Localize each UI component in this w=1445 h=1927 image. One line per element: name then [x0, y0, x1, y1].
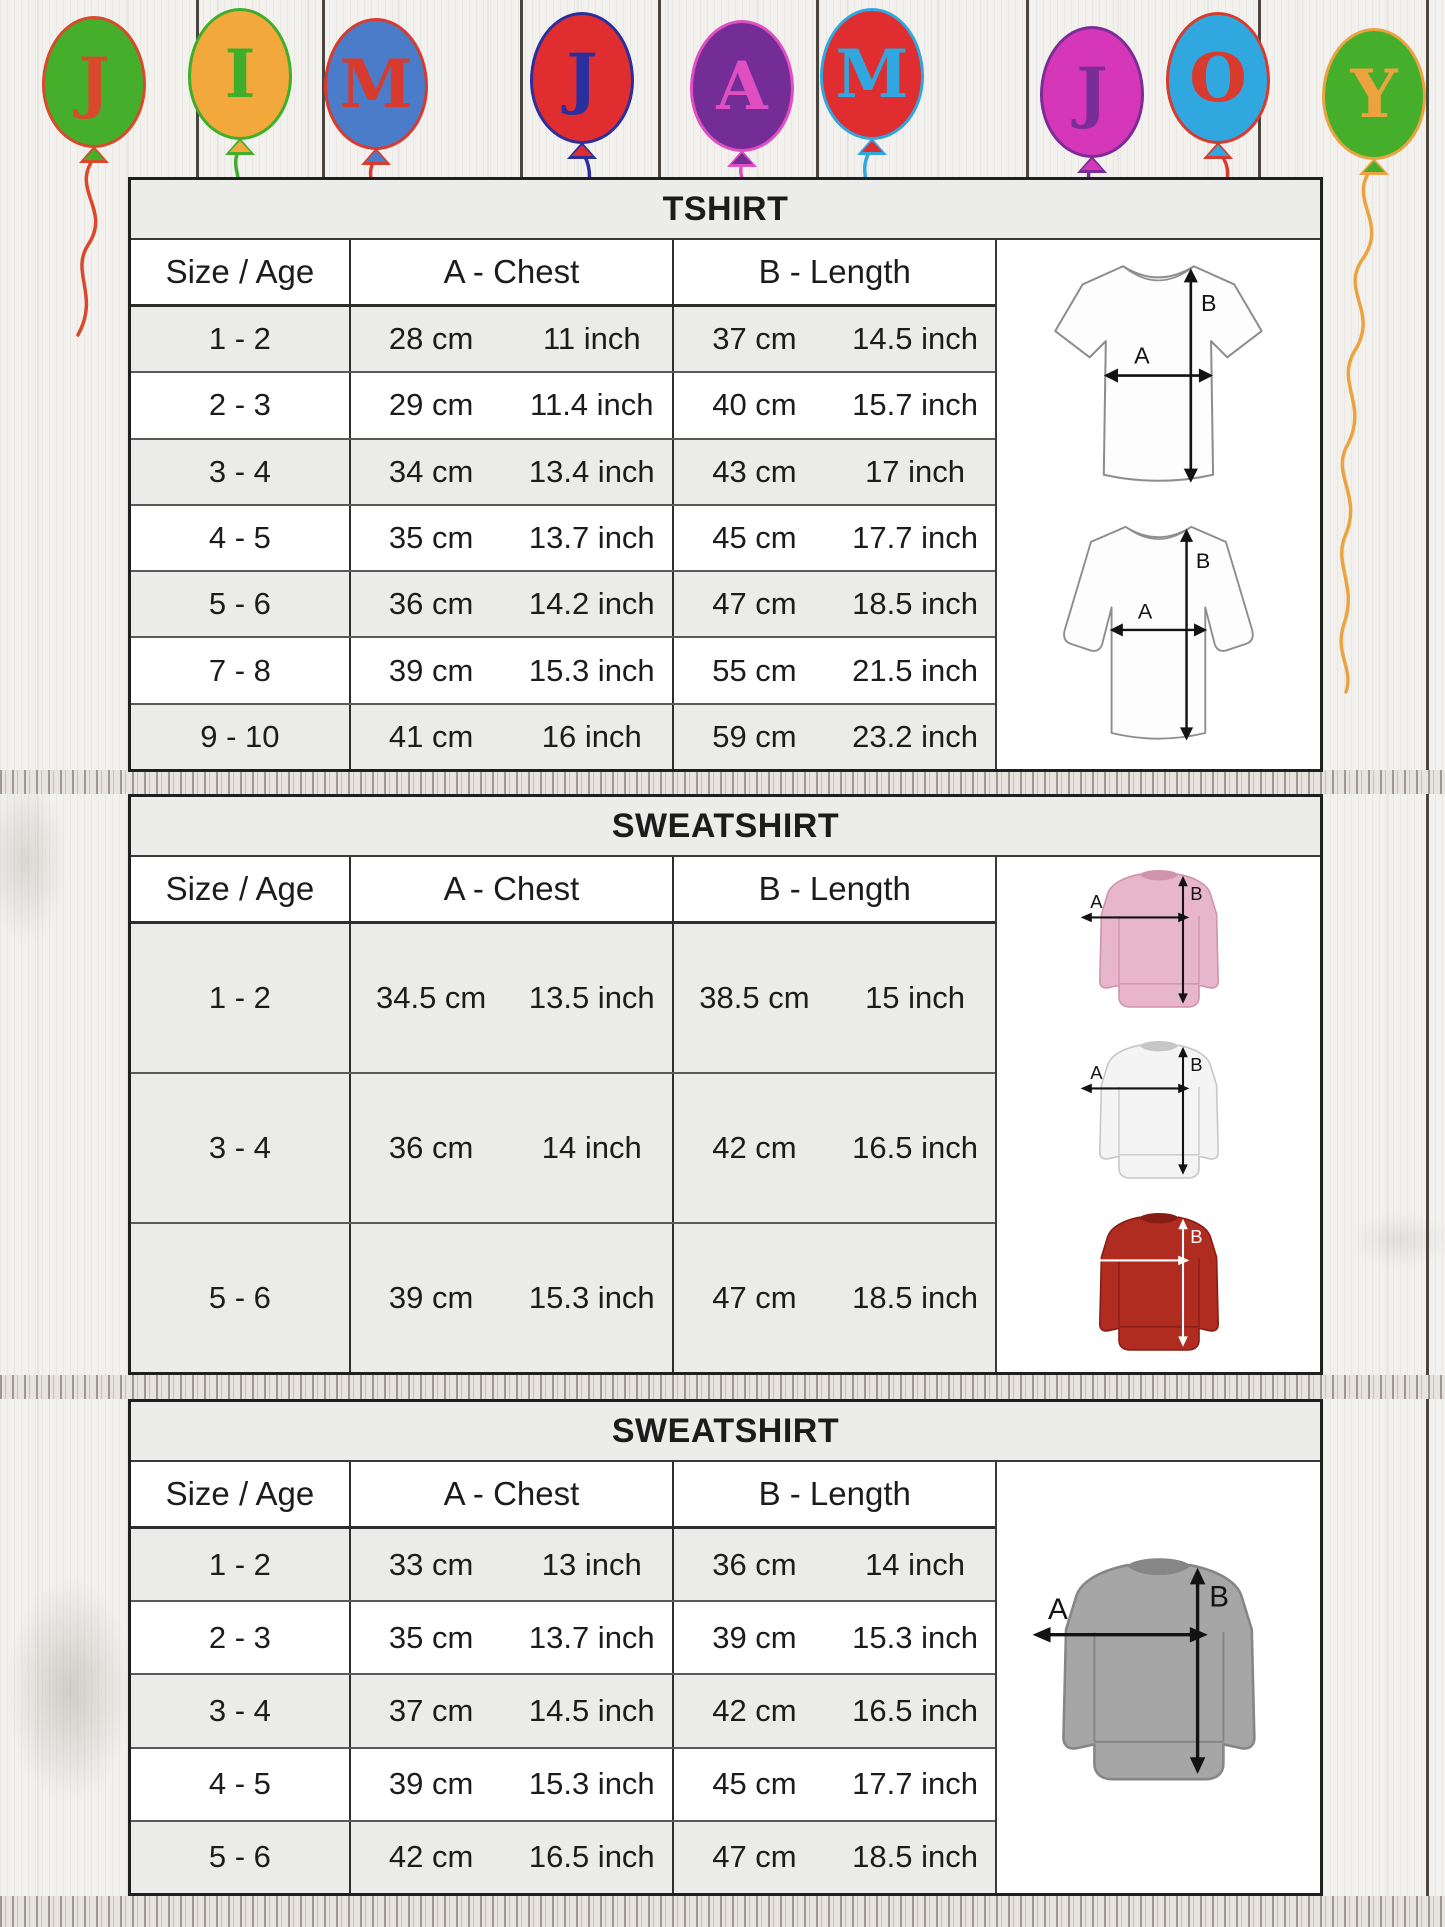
length-cell	[672, 705, 995, 769]
logo-balloon-m2	[820, 8, 924, 140]
short-sleeve-tshirt-diagram	[1037, 246, 1280, 499]
table-body	[131, 240, 1320, 769]
red-sweatshirt-photo	[1071, 1206, 1247, 1366]
long-sleeve-tshirt-diagram	[1046, 510, 1271, 763]
chest-inch-value: 13 inch	[541, 1546, 642, 1582]
chest-cell	[349, 1749, 672, 1820]
chest-cm-value: 41 cm	[388, 718, 474, 754]
size-row	[131, 703, 995, 769]
size-row	[131, 1747, 995, 1820]
chest-cm-value: 28 cm	[388, 321, 474, 357]
length-inch-value: 16.5 inch	[852, 1130, 978, 1165]
chest-cm-value: 39 cm	[388, 1280, 474, 1315]
table-rows	[131, 307, 995, 769]
chest-cell	[349, 1602, 672, 1673]
length-inch-value: 15.3 inch	[852, 1619, 978, 1655]
sweatshirt-size-table-1	[128, 794, 1323, 1375]
pink-sweatshirt-photo	[1071, 863, 1247, 1023]
length-inch-value: 15 inch	[865, 980, 966, 1015]
size-age-cell: 5 - 6	[208, 1839, 271, 1875]
table-body	[131, 1462, 1320, 1893]
chest-inch-value: 14.5 inch	[528, 1693, 655, 1728]
chest-cell	[349, 1224, 672, 1372]
chest-cell	[349, 506, 672, 570]
chest-inch-value: 16 inch	[541, 718, 642, 754]
chest-cm-value: 35 cm	[388, 519, 474, 555]
size-age-header: Size / Age	[165, 253, 315, 290]
size-age-cell: 5 - 6	[208, 586, 271, 622]
chest-header: A - Chest	[349, 857, 672, 921]
length-cell	[672, 1602, 995, 1673]
length-cm-value: 47 cm	[712, 1280, 797, 1315]
chest-cell	[349, 373, 672, 437]
length-inch-value: 17.7 inch	[852, 519, 978, 555]
length-cell	[672, 1749, 995, 1820]
string	[78, 158, 96, 335]
logo-balloon-o	[1166, 12, 1270, 144]
length-cell	[672, 1529, 995, 1600]
balloon-letter: I	[224, 35, 256, 113]
table-title: TSHIRT	[131, 180, 1320, 240]
length-cell	[672, 307, 995, 371]
size-age-cell: 2 - 3	[208, 1619, 271, 1655]
balloon-shape	[42, 16, 146, 148]
chest-cm-value: 39 cm	[388, 1766, 474, 1802]
size-age-cell: 9 - 10	[200, 718, 280, 754]
balloon-shape	[188, 8, 292, 140]
chest-header: A - Chest	[349, 1462, 672, 1526]
tshirt-diagram-column	[995, 240, 1320, 769]
size-row	[131, 504, 995, 570]
length-inch-value: 16.5 inch	[852, 1693, 978, 1728]
length-inch-value: 18.5 inch	[852, 586, 978, 622]
logo-balloon-y	[1322, 28, 1426, 160]
length-cm-value: 37 cm	[712, 321, 797, 357]
logo-balloon-j1	[42, 16, 146, 148]
table-header-row	[131, 240, 995, 307]
size-row	[131, 636, 995, 702]
string	[1341, 168, 1372, 692]
size-row	[131, 1820, 995, 1893]
logo-balloon-a	[690, 20, 794, 152]
chest-cm-value: 34 cm	[388, 453, 474, 489]
sweatshirt-size-table-2	[128, 1399, 1323, 1896]
chest-cm-value: 37 cm	[388, 1693, 474, 1728]
length-inch-value: 17 inch	[865, 453, 966, 489]
length-cm-value: 55 cm	[712, 652, 797, 688]
logo-balloon-j3	[1040, 26, 1144, 158]
chest-inch-value: 16.5 inch	[528, 1839, 655, 1875]
length-inch-value: 15.7 inch	[852, 387, 978, 423]
size-row	[131, 1673, 995, 1746]
size-row	[131, 438, 995, 504]
logo-balloon-m1	[324, 18, 428, 150]
balloon-shape	[1322, 28, 1426, 160]
chest-inch-value: 14.2 inch	[528, 586, 655, 622]
chest-cm-value: 42 cm	[388, 1839, 474, 1875]
balloon-shape	[324, 18, 428, 150]
chest-cell	[349, 924, 672, 1072]
white-sweatshirt-photo	[1071, 1034, 1247, 1194]
table-rows	[131, 924, 995, 1372]
gray-sweatshirt-photo	[1017, 1547, 1301, 1805]
sweatshirt-photo-column	[995, 857, 1320, 1372]
balloon-letter: A	[716, 47, 768, 125]
chest-cm-value: 34.5 cm	[375, 980, 487, 1015]
length-cell	[672, 572, 995, 636]
length-cm-value: 47 cm	[712, 586, 797, 622]
size-age-cell: 3 - 4	[208, 453, 271, 489]
length-inch-value: 21.5 inch	[852, 652, 978, 688]
size-row	[131, 371, 995, 437]
balloon-shape	[1040, 26, 1144, 158]
chest-header: A - Chest	[349, 240, 672, 304]
length-cm-value: 42 cm	[712, 1130, 797, 1165]
chest-cell	[349, 1675, 672, 1746]
balloon-letter: J	[78, 43, 110, 121]
size-row	[131, 570, 995, 636]
balloon-letter: M	[339, 45, 413, 123]
table-title: SWEATSHIRT	[131, 1402, 1320, 1462]
size-age-cell: 3 - 4	[208, 1130, 271, 1165]
length-cell	[672, 373, 995, 437]
size-row	[131, 1529, 995, 1600]
chest-cm-value: 35 cm	[388, 1619, 474, 1655]
balloon-shape	[820, 8, 924, 140]
length-inch-value: 18.5 inch	[852, 1839, 978, 1875]
chest-inch-value: 13.5 inch	[528, 980, 655, 1015]
length-cm-value: 43 cm	[712, 453, 797, 489]
length-header: B - Length	[672, 240, 995, 304]
size-age-cell: 1 - 2	[208, 980, 271, 1015]
chest-inch-value: 14 inch	[541, 1130, 642, 1165]
length-cell	[672, 506, 995, 570]
balloon-letter: O	[1189, 39, 1247, 117]
wood-batten	[0, 1896, 1445, 1927]
balloon-letter: J	[1076, 53, 1108, 131]
table-body	[131, 857, 1320, 1372]
chest-cm-value: 36 cm	[388, 586, 474, 622]
length-inch-value: 23.2 inch	[852, 718, 978, 754]
chest-inch-value: 13.7 inch	[528, 519, 655, 555]
table-header-row	[131, 857, 995, 924]
length-cell	[672, 1675, 995, 1746]
logo-balloon-j2	[530, 12, 634, 144]
size-age-cell: 4 - 5	[208, 1766, 271, 1802]
balloon-letter: M	[835, 35, 909, 113]
chest-inch-value: 13.7 inch	[528, 1619, 655, 1655]
wood-batten	[0, 770, 1445, 794]
length-inch-value: 14 inch	[865, 1546, 966, 1582]
size-row	[131, 1600, 995, 1673]
balloon-letter: J	[566, 39, 598, 117]
chest-cell	[349, 440, 672, 504]
length-inch-value: 18.5 inch	[852, 1280, 978, 1315]
chest-inch-value: 13.4 inch	[528, 453, 655, 489]
length-cm-value: 40 cm	[712, 387, 797, 423]
balloon-shape	[690, 20, 794, 152]
table-columns	[131, 1462, 995, 1893]
size-age-cell: 3 - 4	[208, 1693, 271, 1728]
length-inch-value: 17.7 inch	[852, 1766, 978, 1802]
length-cell	[672, 638, 995, 702]
chest-cell	[349, 572, 672, 636]
size-age-cell: 1 - 2	[208, 321, 271, 357]
wood-batten	[0, 1375, 1445, 1399]
table-columns	[131, 857, 995, 1372]
chest-cell	[349, 307, 672, 371]
size-age-cell: 4 - 5	[208, 519, 271, 555]
length-cm-value: 39 cm	[712, 1619, 797, 1655]
size-age-cell: 7 - 8	[208, 652, 271, 688]
length-cell	[672, 924, 995, 1072]
length-header: B - Length	[672, 1462, 995, 1526]
length-inch-value: 14.5 inch	[852, 321, 978, 357]
table-columns	[131, 240, 995, 769]
sweatshirt-photo-column	[995, 1462, 1320, 1893]
balloon-shape	[530, 12, 634, 144]
chest-cell	[349, 705, 672, 769]
table-header-row	[131, 1462, 995, 1529]
size-age-header: Size / Age	[165, 1475, 315, 1512]
table-rows	[131, 1529, 995, 1893]
table-title: SWEATSHIRT	[131, 797, 1320, 857]
length-cm-value: 38.5 cm	[699, 980, 810, 1015]
balloon-letter: Y	[1350, 55, 1398, 133]
chest-inch-value: 11.4 inch	[530, 387, 654, 423]
size-row	[131, 1072, 995, 1222]
chest-inch-value: 11 inch	[542, 321, 641, 357]
length-cm-value: 59 cm	[712, 718, 797, 754]
size-age-header: Size / Age	[165, 870, 315, 907]
length-cm-value: 45 cm	[712, 519, 797, 555]
size-row	[131, 307, 995, 371]
chest-cell	[349, 1822, 672, 1893]
length-cell	[672, 440, 995, 504]
chest-cm-value: 39 cm	[388, 652, 474, 688]
length-cell	[672, 1822, 995, 1893]
length-cell	[672, 1074, 995, 1222]
size-row	[131, 1222, 995, 1372]
length-cm-value: 36 cm	[712, 1546, 797, 1582]
length-cm-value: 42 cm	[712, 1693, 797, 1728]
chest-inch-value: 15.3 inch	[528, 1280, 655, 1315]
chest-cell	[349, 1529, 672, 1600]
chest-inch-value: 15.3 inch	[528, 652, 655, 688]
chest-cm-value: 29 cm	[388, 387, 474, 423]
length-cm-value: 47 cm	[712, 1839, 797, 1875]
chest-cm-value: 36 cm	[388, 1130, 474, 1165]
length-cell	[672, 1224, 995, 1372]
logo-balloon-i	[188, 8, 292, 140]
chest-inch-value: 15.3 inch	[528, 1766, 655, 1802]
balloon-shape	[1166, 12, 1270, 144]
size-row	[131, 924, 995, 1072]
length-header: B - Length	[672, 857, 995, 921]
size-age-cell: 5 - 6	[208, 1280, 271, 1315]
length-cm-value: 45 cm	[712, 1766, 797, 1802]
chest-cell	[349, 1074, 672, 1222]
size-age-cell: 1 - 2	[208, 1546, 271, 1582]
chest-cell	[349, 638, 672, 702]
size-age-cell: 2 - 3	[208, 387, 271, 423]
chest-cm-value: 33 cm	[388, 1546, 474, 1582]
tshirt-size-table	[128, 177, 1323, 772]
